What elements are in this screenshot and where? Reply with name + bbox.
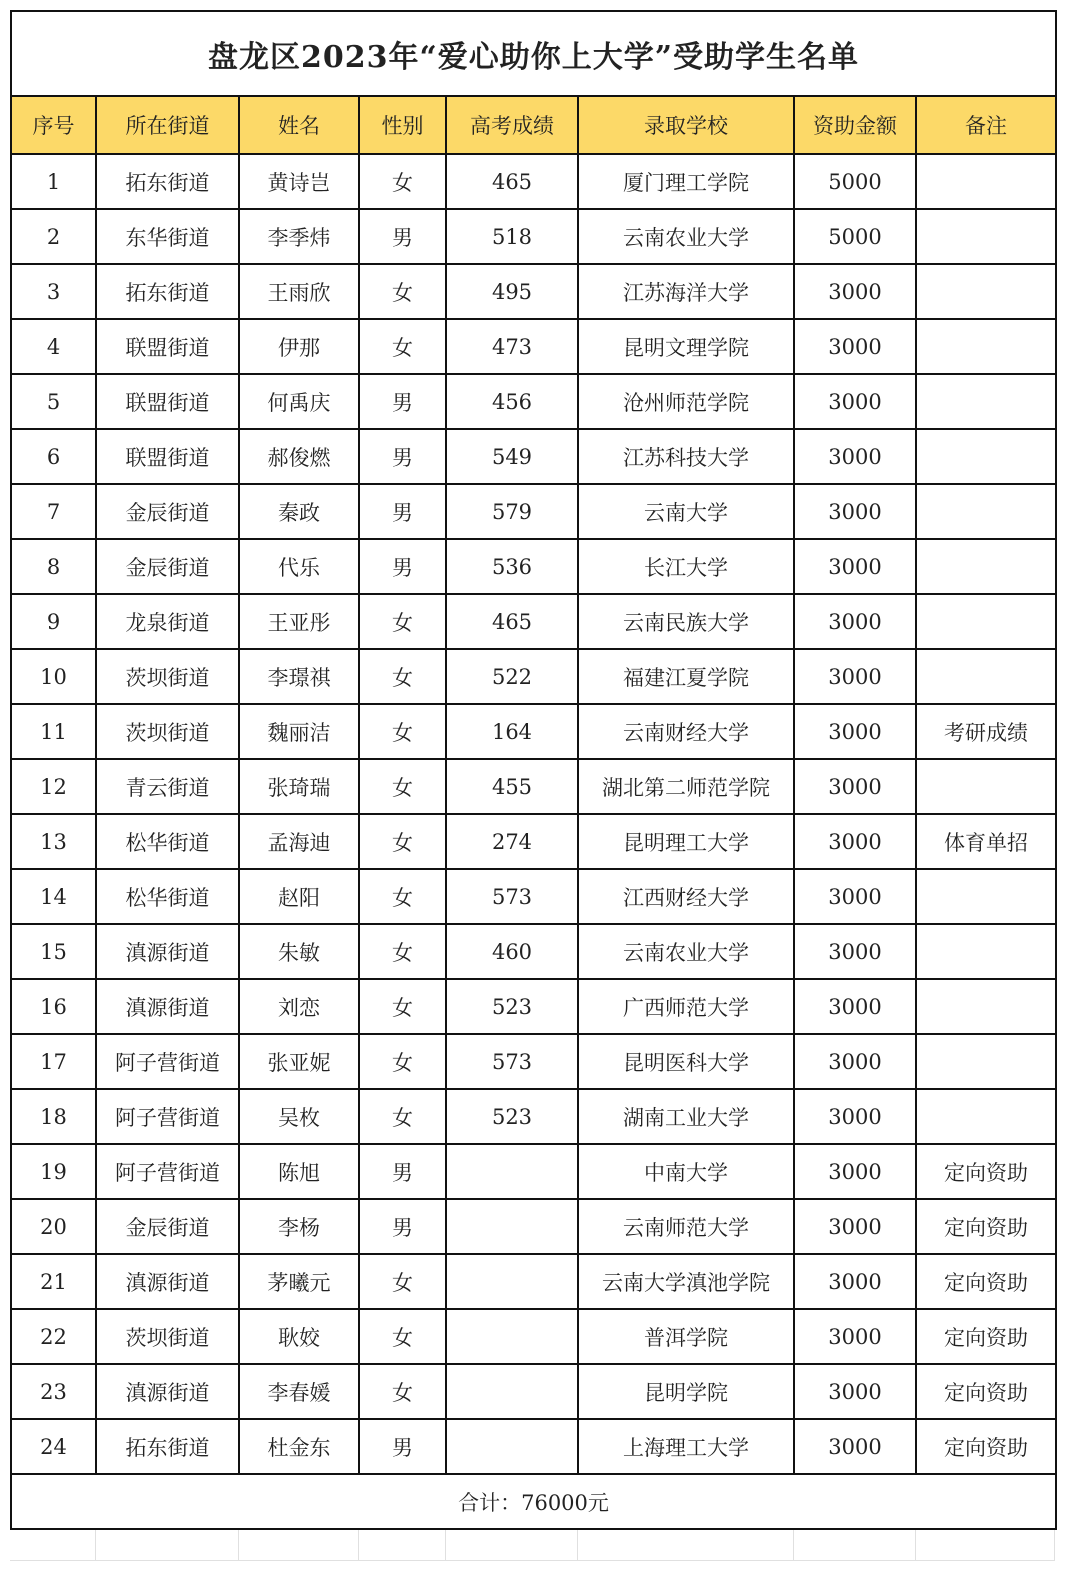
cell-index: 17 bbox=[11, 1034, 96, 1089]
cell-gender: 女 bbox=[359, 1364, 446, 1419]
cell-name: 何禹庆 bbox=[239, 374, 359, 429]
cell-exam-score bbox=[446, 1254, 578, 1309]
cell-name: 杜金东 bbox=[239, 1419, 359, 1474]
cell-name: 陈旭 bbox=[239, 1144, 359, 1199]
cell-index: 8 bbox=[11, 539, 96, 594]
recipient-table bbox=[10, 10, 1057, 1530]
cell-index: 16 bbox=[11, 979, 96, 1034]
cell-name: 李季炜 bbox=[239, 209, 359, 264]
cell-gender: 女 bbox=[359, 1309, 446, 1364]
cell-name: 伊那 bbox=[239, 319, 359, 374]
cell-gender: 女 bbox=[359, 1089, 446, 1144]
cell-exam-score: 536 bbox=[446, 539, 578, 594]
cell-street: 松华街道 bbox=[96, 814, 239, 869]
cell-index: 19 bbox=[11, 1144, 96, 1199]
cell-aid-amount: 3000 bbox=[794, 1089, 916, 1144]
cell-remark bbox=[916, 649, 1056, 704]
cell-remark bbox=[916, 1034, 1056, 1089]
cell-gender: 女 bbox=[359, 154, 446, 209]
cell-street: 滇源街道 bbox=[96, 924, 239, 979]
cell-exam-score: 456 bbox=[446, 374, 578, 429]
table-row bbox=[11, 649, 1056, 704]
cell-exam-score: 164 bbox=[446, 704, 578, 759]
cell-exam-score: 522 bbox=[446, 649, 578, 704]
cell-remark: 考研成绩 bbox=[916, 704, 1056, 759]
cell-admitted-school: 昆明学院 bbox=[578, 1364, 794, 1419]
cell-gender: 女 bbox=[359, 924, 446, 979]
cell-gender: 女 bbox=[359, 594, 446, 649]
cell-remark bbox=[916, 429, 1056, 484]
cell-street: 拓东街道 bbox=[96, 264, 239, 319]
cell-gender: 女 bbox=[359, 1254, 446, 1309]
cell-gender: 女 bbox=[359, 264, 446, 319]
cell-aid-amount: 3000 bbox=[794, 649, 916, 704]
cell-index: 3 bbox=[11, 264, 96, 319]
cell-name: 张亚妮 bbox=[239, 1034, 359, 1089]
cell-admitted-school: 昆明文理学院 bbox=[578, 319, 794, 374]
cell-exam-score: 523 bbox=[446, 1089, 578, 1144]
cell-admitted-school: 江苏海洋大学 bbox=[578, 264, 794, 319]
cell-street: 金辰街道 bbox=[96, 484, 239, 539]
cell-index: 15 bbox=[11, 924, 96, 979]
cell-name: 李春媛 bbox=[239, 1364, 359, 1419]
cell-admitted-school: 上海理工大学 bbox=[578, 1419, 794, 1474]
cell-admitted-school: 厦门理工学院 bbox=[578, 154, 794, 209]
table-row bbox=[11, 1144, 1056, 1199]
cell-admitted-school: 湖北第二师范学院 bbox=[578, 759, 794, 814]
cell-street: 龙泉街道 bbox=[96, 594, 239, 649]
cell-remark: 体育单招 bbox=[916, 814, 1056, 869]
cell-exam-score: 573 bbox=[446, 1034, 578, 1089]
cell-index: 2 bbox=[11, 209, 96, 264]
cell-street: 金辰街道 bbox=[96, 1199, 239, 1254]
cell-gender: 男 bbox=[359, 209, 446, 264]
table-row bbox=[11, 869, 1056, 924]
cell-gender: 男 bbox=[359, 539, 446, 594]
cell-index: 22 bbox=[11, 1309, 96, 1364]
cell-index: 9 bbox=[11, 594, 96, 649]
cell-street: 拓东街道 bbox=[96, 1419, 239, 1474]
column-header-name: 姓名 bbox=[239, 96, 359, 154]
cell-street: 联盟街道 bbox=[96, 319, 239, 374]
cell-aid-amount: 3000 bbox=[794, 594, 916, 649]
cell-aid-amount: 3000 bbox=[794, 1199, 916, 1254]
table-row bbox=[11, 539, 1056, 594]
cell-remark bbox=[916, 484, 1056, 539]
cell-remark bbox=[916, 1089, 1056, 1144]
cell-exam-score bbox=[446, 1419, 578, 1474]
cell-index: 14 bbox=[11, 869, 96, 924]
cell-remark bbox=[916, 374, 1056, 429]
cell-name: 代乐 bbox=[239, 539, 359, 594]
cell-remark bbox=[916, 924, 1056, 979]
cell-name: 孟海迪 bbox=[239, 814, 359, 869]
table-row bbox=[11, 594, 1056, 649]
cell-name: 朱敏 bbox=[239, 924, 359, 979]
cell-name: 黄诗岂 bbox=[239, 154, 359, 209]
table-row bbox=[11, 1254, 1056, 1309]
cell-exam-score: 495 bbox=[446, 264, 578, 319]
cell-street: 茨坝街道 bbox=[96, 649, 239, 704]
cell-admitted-school: 云南师范大学 bbox=[578, 1199, 794, 1254]
cell-aid-amount: 3000 bbox=[794, 429, 916, 484]
cell-admitted-school: 湖南工业大学 bbox=[578, 1089, 794, 1144]
table-row bbox=[11, 209, 1056, 264]
cell-exam-score: 274 bbox=[446, 814, 578, 869]
cell-exam-score: 455 bbox=[446, 759, 578, 814]
cell-aid-amount: 3000 bbox=[794, 1144, 916, 1199]
cell-aid-amount: 3000 bbox=[794, 319, 916, 374]
cell-name: 李璟祺 bbox=[239, 649, 359, 704]
cell-index: 1 bbox=[11, 154, 96, 209]
cell-gender: 男 bbox=[359, 1199, 446, 1254]
cell-gender: 女 bbox=[359, 979, 446, 1034]
cell-aid-amount: 3000 bbox=[794, 1034, 916, 1089]
cell-index: 18 bbox=[11, 1089, 96, 1144]
cell-aid-amount: 3000 bbox=[794, 759, 916, 814]
cell-exam-score: 573 bbox=[446, 869, 578, 924]
cell-admitted-school: 昆明理工大学 bbox=[578, 814, 794, 869]
cell-admitted-school: 云南农业大学 bbox=[578, 209, 794, 264]
cell-admitted-school: 云南农业大学 bbox=[578, 924, 794, 979]
cell-gender: 女 bbox=[359, 704, 446, 759]
cell-remark: 定向资助 bbox=[916, 1199, 1056, 1254]
cell-street: 阿子营街道 bbox=[96, 1144, 239, 1199]
cell-aid-amount: 5000 bbox=[794, 154, 916, 209]
cell-street: 茨坝街道 bbox=[96, 704, 239, 759]
column-header-aid-amount: 资助金额 bbox=[794, 96, 916, 154]
cell-name: 王雨欣 bbox=[239, 264, 359, 319]
cell-name: 吴枚 bbox=[239, 1089, 359, 1144]
cell-street: 阿子营街道 bbox=[96, 1034, 239, 1089]
cell-exam-score: 579 bbox=[446, 484, 578, 539]
cell-name: 魏丽洁 bbox=[239, 704, 359, 759]
cell-admitted-school: 云南大学 bbox=[578, 484, 794, 539]
cell-gender: 男 bbox=[359, 1419, 446, 1474]
cell-street: 联盟街道 bbox=[96, 429, 239, 484]
cell-remark bbox=[916, 539, 1056, 594]
table-row bbox=[11, 759, 1056, 814]
cell-admitted-school: 普洱学院 bbox=[578, 1309, 794, 1364]
cell-name: 赵阳 bbox=[239, 869, 359, 924]
table-row bbox=[11, 924, 1056, 979]
table-row bbox=[11, 1309, 1056, 1364]
column-header-exam-score: 高考成绩 bbox=[446, 96, 578, 154]
cell-aid-amount: 3000 bbox=[794, 924, 916, 979]
cell-street: 茨坝街道 bbox=[96, 1309, 239, 1364]
cell-aid-amount: 3000 bbox=[794, 1254, 916, 1309]
cell-admitted-school: 广西师范大学 bbox=[578, 979, 794, 1034]
cell-index: 20 bbox=[11, 1199, 96, 1254]
cell-exam-score: 465 bbox=[446, 154, 578, 209]
cell-gender: 男 bbox=[359, 1144, 446, 1199]
page-title: 盘龙区2023年“爱心助你上大学”受助学生名单 bbox=[11, 11, 1056, 96]
cell-street: 联盟街道 bbox=[96, 374, 239, 429]
cell-remark: 定向资助 bbox=[916, 1364, 1056, 1419]
cell-gender: 女 bbox=[359, 759, 446, 814]
table-row bbox=[11, 319, 1056, 374]
cell-name: 耿姣 bbox=[239, 1309, 359, 1364]
cell-aid-amount: 3000 bbox=[794, 979, 916, 1034]
cell-remark bbox=[916, 209, 1056, 264]
cell-exam-score: 473 bbox=[446, 319, 578, 374]
cell-name: 茅曦元 bbox=[239, 1254, 359, 1309]
cell-exam-score: 549 bbox=[446, 429, 578, 484]
cell-remark bbox=[916, 154, 1056, 209]
table-row bbox=[11, 264, 1056, 319]
cell-name: 张琦瑞 bbox=[239, 759, 359, 814]
column-header-admitted-school: 录取学校 bbox=[578, 96, 794, 154]
cell-exam-score bbox=[446, 1199, 578, 1254]
cell-remark bbox=[916, 594, 1056, 649]
cell-admitted-school: 中南大学 bbox=[578, 1144, 794, 1199]
table-row bbox=[11, 1034, 1056, 1089]
cell-gender: 男 bbox=[359, 484, 446, 539]
cell-aid-amount: 3000 bbox=[794, 704, 916, 759]
cell-aid-amount: 3000 bbox=[794, 1364, 916, 1419]
cell-aid-amount: 3000 bbox=[794, 1419, 916, 1474]
cell-admitted-school: 云南民族大学 bbox=[578, 594, 794, 649]
cell-street: 滇源街道 bbox=[96, 1254, 239, 1309]
column-header-remark: 备注 bbox=[916, 96, 1056, 154]
cell-admitted-school: 云南大学滇池学院 bbox=[578, 1254, 794, 1309]
cell-aid-amount: 3000 bbox=[794, 869, 916, 924]
cell-index: 7 bbox=[11, 484, 96, 539]
cell-name: 郝俊燃 bbox=[239, 429, 359, 484]
cell-admitted-school: 长江大学 bbox=[578, 539, 794, 594]
cell-name: 王亚彤 bbox=[239, 594, 359, 649]
cell-name: 秦政 bbox=[239, 484, 359, 539]
cell-gender: 女 bbox=[359, 869, 446, 924]
cell-admitted-school: 云南财经大学 bbox=[578, 704, 794, 759]
table-row bbox=[11, 814, 1056, 869]
table-row bbox=[11, 1364, 1056, 1419]
cell-remark bbox=[916, 759, 1056, 814]
cell-admitted-school: 江西财经大学 bbox=[578, 869, 794, 924]
table-row bbox=[11, 154, 1056, 209]
cell-remark bbox=[916, 264, 1056, 319]
cell-aid-amount: 3000 bbox=[794, 814, 916, 869]
cell-aid-amount: 3000 bbox=[794, 1309, 916, 1364]
cell-exam-score: 518 bbox=[446, 209, 578, 264]
cell-street: 东华街道 bbox=[96, 209, 239, 264]
cell-gender: 男 bbox=[359, 429, 446, 484]
cell-street: 阿子营街道 bbox=[96, 1089, 239, 1144]
cell-aid-amount: 3000 bbox=[794, 539, 916, 594]
cell-index: 23 bbox=[11, 1364, 96, 1419]
cell-aid-amount: 3000 bbox=[794, 484, 916, 539]
cell-name: 刘恋 bbox=[239, 979, 359, 1034]
cell-street: 青云街道 bbox=[96, 759, 239, 814]
cell-remark bbox=[916, 979, 1056, 1034]
cell-admitted-school: 江苏科技大学 bbox=[578, 429, 794, 484]
cell-remark bbox=[916, 869, 1056, 924]
cell-exam-score: 465 bbox=[446, 594, 578, 649]
cell-exam-score bbox=[446, 1309, 578, 1364]
cell-street: 金辰街道 bbox=[96, 539, 239, 594]
cell-index: 5 bbox=[11, 374, 96, 429]
cell-gender: 女 bbox=[359, 319, 446, 374]
table-row bbox=[11, 484, 1056, 539]
cell-index: 10 bbox=[11, 649, 96, 704]
table-row bbox=[11, 1089, 1056, 1144]
cell-admitted-school: 沧州师范学院 bbox=[578, 374, 794, 429]
cell-street: 滇源街道 bbox=[96, 1364, 239, 1419]
cell-exam-score: 523 bbox=[446, 979, 578, 1034]
cell-gender: 女 bbox=[359, 1034, 446, 1089]
table-row bbox=[11, 1419, 1056, 1474]
cell-remark: 定向资助 bbox=[916, 1419, 1056, 1474]
cell-street: 拓东街道 bbox=[96, 154, 239, 209]
header-row bbox=[11, 96, 1056, 154]
table-row bbox=[11, 979, 1056, 1034]
empty-grid-row bbox=[10, 1530, 1055, 1561]
column-header-index: 序号 bbox=[11, 96, 96, 154]
cell-index: 6 bbox=[11, 429, 96, 484]
cell-exam-score bbox=[446, 1144, 578, 1199]
cell-gender: 女 bbox=[359, 649, 446, 704]
cell-index: 11 bbox=[11, 704, 96, 759]
cell-admitted-school: 昆明医科大学 bbox=[578, 1034, 794, 1089]
cell-aid-amount: 5000 bbox=[794, 209, 916, 264]
column-header-street: 所在街道 bbox=[96, 96, 239, 154]
cell-street: 松华街道 bbox=[96, 869, 239, 924]
cell-admitted-school: 福建江夏学院 bbox=[578, 649, 794, 704]
cell-aid-amount: 3000 bbox=[794, 374, 916, 429]
cell-index: 12 bbox=[11, 759, 96, 814]
table-row bbox=[11, 374, 1056, 429]
total-amount: 合计：76000元 bbox=[11, 1474, 1056, 1529]
cell-name: 李杨 bbox=[239, 1199, 359, 1254]
cell-index: 13 bbox=[11, 814, 96, 869]
cell-gender: 女 bbox=[359, 814, 446, 869]
cell-remark: 定向资助 bbox=[916, 1144, 1056, 1199]
cell-remark: 定向资助 bbox=[916, 1254, 1056, 1309]
cell-index: 4 bbox=[11, 319, 96, 374]
cell-gender: 男 bbox=[359, 374, 446, 429]
table-row bbox=[11, 1199, 1056, 1254]
cell-exam-score bbox=[446, 1364, 578, 1419]
column-header-gender: 性别 bbox=[359, 96, 446, 154]
cell-index: 21 bbox=[11, 1254, 96, 1309]
cell-street: 滇源街道 bbox=[96, 979, 239, 1034]
cell-exam-score: 460 bbox=[446, 924, 578, 979]
table-row bbox=[11, 704, 1056, 759]
table-row bbox=[11, 429, 1056, 484]
cell-remark bbox=[916, 319, 1056, 374]
cell-index: 24 bbox=[11, 1419, 96, 1474]
cell-aid-amount: 3000 bbox=[794, 264, 916, 319]
cell-remark: 定向资助 bbox=[916, 1309, 1056, 1364]
